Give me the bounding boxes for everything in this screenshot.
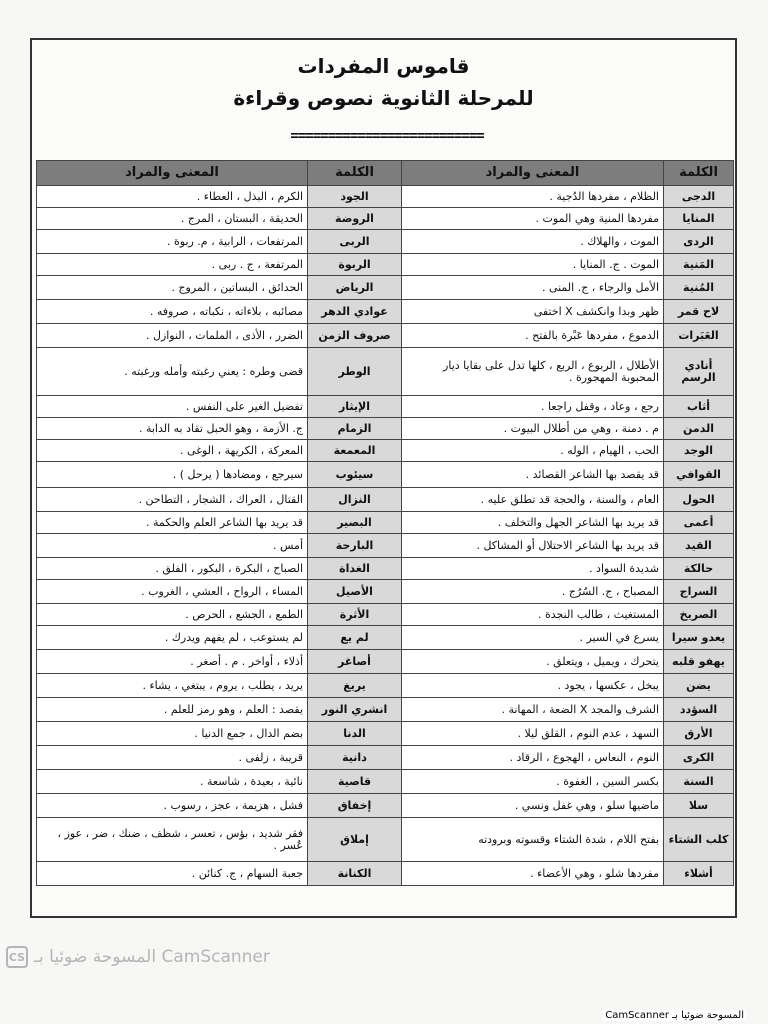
meaning-cell: الظلام ، مفردها الدُجية .	[402, 186, 664, 208]
meaning-cell: الصباح ، البكرة ، البكور ، الفلق .	[37, 558, 308, 580]
word-cell: القوافي	[664, 462, 734, 488]
meaning-cell: بضم الدال ، جمع الدنيا .	[37, 722, 308, 746]
meaning-cell: بفتح اللام ، شدة الشتاء وقسوته وبرودته	[402, 818, 664, 862]
meaning-cell: قد يقصد بها الشاعر القصائد .	[402, 462, 664, 488]
meaning-cell: رجع ، وعاد ، وقفل راجعا .	[402, 396, 664, 418]
table-row	[37, 770, 734, 794]
word-cell: المنايا	[664, 208, 734, 230]
table-row	[37, 488, 734, 512]
word-cell: الحول	[664, 488, 734, 512]
word-cell: الوطر	[308, 348, 402, 396]
meaning-cell: أمس .	[37, 534, 308, 558]
meaning-cell: أذلاء ، أواخر . م . أصغر .	[37, 650, 308, 674]
meaning-cell: ج. الأزمة ، وهو الحبل تقاد به الدابة .	[37, 418, 308, 440]
word-cell: يعدو سيرا	[664, 626, 734, 650]
meaning-cell: الموت ، والهلاك .	[402, 230, 664, 254]
word-cell: الكرى	[664, 746, 734, 770]
word-cell: قاصية	[308, 770, 402, 794]
meaning-cell: القتال ، العراك ، الشجار ، التطاحن .	[37, 488, 308, 512]
vocabulary-table	[36, 160, 734, 886]
table-row	[37, 462, 734, 488]
meaning-cell: نائية ، بعيدة ، شاسعة .	[37, 770, 308, 794]
table-row	[37, 186, 734, 208]
meaning-cell: يتحرك ، ويميل ، ويتعلق .	[402, 650, 664, 674]
meaning-cell: تفضيل الغير على النفس .	[37, 396, 308, 418]
word-cell: السراج	[664, 580, 734, 604]
word-cell: عوادي الدهر	[308, 300, 402, 324]
word-cell: يضن	[664, 674, 734, 698]
meaning-cell: الموت . ج. المنايا .	[402, 254, 664, 276]
word-cell: يهفو قلبه	[664, 650, 734, 674]
meaning-cell: الشرف والمجد X الضعة ، المهانة .	[402, 698, 664, 722]
word-cell: حالكة	[664, 558, 734, 580]
word-cell: البصير	[308, 512, 402, 534]
header-meaning-left: المعنى والمراد	[37, 161, 308, 186]
table-row	[37, 324, 734, 348]
table-row	[37, 558, 734, 580]
watermark-text: CamScanner المسوحة ضوئيا بـ	[34, 947, 270, 967]
meaning-cell: يريد ، يطلب ، يروم ، يبتغي ، يشاء .	[37, 674, 308, 698]
header-meaning-right: المعنى والمراد	[402, 161, 664, 186]
meaning-cell: شديدة السواد .	[402, 558, 664, 580]
table-row	[37, 254, 734, 276]
meaning-cell: لم يستوعب ، لم يفهم ويدرك .	[37, 626, 308, 650]
meaning-cell: الحب ، الهيام ، الوله .	[402, 440, 664, 462]
word-cell: أثاب	[664, 396, 734, 418]
word-cell: الغداة	[308, 558, 402, 580]
table-row	[37, 580, 734, 604]
table-header-row	[37, 161, 734, 186]
word-cell: السؤدد	[664, 698, 734, 722]
page-subtitle: للمرحلة الثانوية نصوص وقراءة	[233, 86, 534, 110]
word-cell: سلا	[664, 794, 734, 818]
header-word-left: الكلمة	[308, 161, 402, 186]
table-row	[37, 650, 734, 674]
table-row	[37, 626, 734, 650]
word-cell: إخفاق	[308, 794, 402, 818]
meaning-cell: الضرر ، الأذى ، الملمات ، النوازل .	[37, 324, 308, 348]
word-cell: الربى	[308, 230, 402, 254]
header-word-right: الكلمة	[664, 161, 734, 186]
meaning-cell: المصباح ، ج. السُرُج .	[402, 580, 664, 604]
table-row	[37, 698, 734, 722]
meaning-cell: قد يريد بها الشاعر الاحتلال أو المشاكل .	[402, 534, 664, 558]
meaning-cell: بكسر السين ، الغفوة .	[402, 770, 664, 794]
word-cell: الجود	[308, 186, 402, 208]
meaning-cell: الكرم ، البذل ، العطاء .	[37, 186, 308, 208]
camscanner-watermark	[6, 944, 366, 970]
word-cell: الإيثار	[308, 396, 402, 418]
table-row	[37, 604, 734, 626]
meaning-cell: مفردها المنية وهي الموت .	[402, 208, 664, 230]
word-cell: دانية	[308, 746, 402, 770]
separator-line: ==========================	[290, 128, 484, 144]
word-cell: الصريخ	[664, 604, 734, 626]
meaning-cell: فشل ، هزيمة ، عجز ، رسوب .	[37, 794, 308, 818]
meaning-cell: يبخل ، عكسها ، يجود .	[402, 674, 664, 698]
meaning-cell: المرتفعات ، الرابية ، م. ربوة .	[37, 230, 308, 254]
word-cell: البارحة	[308, 534, 402, 558]
meaning-cell: المعركة ، الكريهة ، الوغى .	[37, 440, 308, 462]
meaning-cell: المساء ، الرواح ، العشي ، الغروب .	[37, 580, 308, 604]
table-row	[37, 534, 734, 558]
word-cell: أشلاء	[664, 862, 734, 886]
word-cell: السنة	[664, 770, 734, 794]
meaning-cell: مفردها شلو ، وهي الأعضاء .	[402, 862, 664, 886]
word-cell: الدجى	[664, 186, 734, 208]
word-cell: صروف الزمن	[308, 324, 402, 348]
meaning-cell: قريبة ، زلفى .	[37, 746, 308, 770]
meaning-cell: النوم ، النعاس ، الهجوع ، الرقاد .	[402, 746, 664, 770]
word-cell: أعمى	[664, 512, 734, 534]
word-cell: الأصيل	[308, 580, 402, 604]
meaning-cell: السهد ، عدم النوم ، القلق ليلا .	[402, 722, 664, 746]
word-cell: سيئوب	[308, 462, 402, 488]
word-cell: إملاق	[308, 818, 402, 862]
meaning-cell: الأطلال ، الربوع ، الربع ، كلها تدل على بقايا ديار المحبوبة المهجورة .	[402, 348, 664, 396]
word-cell: لم يع	[308, 626, 402, 650]
camscanner-logo-icon: CS	[6, 946, 28, 968]
table-row	[37, 512, 734, 534]
table-row	[37, 230, 734, 254]
word-cell: انشري النور	[308, 698, 402, 722]
table-row	[37, 208, 734, 230]
word-cell: الربوة	[308, 254, 402, 276]
word-cell: الروضة	[308, 208, 402, 230]
meaning-cell: قد يريد بها الشاعر العلم والحكمة .	[37, 512, 308, 534]
meaning-cell: الدموع ، مفردها عَبْرة بالفتح .	[402, 324, 664, 348]
table-row	[37, 722, 734, 746]
word-cell: أنادي الرسم	[664, 348, 734, 396]
word-cell: الأثرة	[308, 604, 402, 626]
word-cell: الوجد	[664, 440, 734, 462]
meaning-cell: ماضيها سلو ، وهي غفل ونسي .	[402, 794, 664, 818]
meaning-cell: الحديقة ، البستان ، المرج .	[37, 208, 308, 230]
footer-caption: المسوحة ضوئيا بـ CamScanner	[605, 1010, 744, 1021]
meaning-cell: فقر شديد ، بؤس ، تعسر ، شظف ، ضنك ، ضر ، عوز ، عُسر .	[37, 818, 308, 862]
table-row	[37, 396, 734, 418]
table-body	[37, 186, 734, 886]
word-cell: المعمعة	[308, 440, 402, 462]
meaning-cell: سيرجع ، ومضادها ( يرحل ) .	[37, 462, 308, 488]
document-sheet	[30, 38, 737, 918]
meaning-cell: ظهر وبدا وانكشف X اختفى	[402, 300, 664, 324]
table-row	[37, 276, 734, 300]
word-cell: الردى	[664, 230, 734, 254]
word-cell: يريغ	[308, 674, 402, 698]
table-row	[37, 862, 734, 886]
table-row	[37, 440, 734, 462]
word-cell: الزمام	[308, 418, 402, 440]
meaning-cell: م . دمنة ، وهي من أطلال البيوت .	[402, 418, 664, 440]
meaning-cell: مصائبه ، بلاءاته ، نكباته ، صروفه .	[37, 300, 308, 324]
word-cell: أصاغر	[308, 650, 402, 674]
word-cell: كلب الشتاء	[664, 818, 734, 862]
table-row	[37, 418, 734, 440]
word-cell: المُنية	[664, 276, 734, 300]
table-row	[37, 818, 734, 862]
table-row	[37, 348, 734, 396]
meaning-cell: الحدائق ، البساتين ، المروج .	[37, 276, 308, 300]
word-cell: الدنا	[308, 722, 402, 746]
meaning-cell: المستغيث ، طالب النجدة .	[402, 604, 664, 626]
table-row	[37, 746, 734, 770]
meaning-cell: جعبة السهام ، ج. كنائن .	[37, 862, 308, 886]
meaning-cell: يقصد : العلم ، وهو رمز للعلم .	[37, 698, 308, 722]
word-cell: النزال	[308, 488, 402, 512]
word-cell: العَبَرات	[664, 324, 734, 348]
table-row	[37, 674, 734, 698]
meaning-cell: الطمع ، الجشع ، الحرص .	[37, 604, 308, 626]
word-cell: المَنية	[664, 254, 734, 276]
word-cell: لاح قمر	[664, 300, 734, 324]
word-cell: القيد	[664, 534, 734, 558]
meaning-cell: يسرع في السير .	[402, 626, 664, 650]
word-cell: الدمن	[664, 418, 734, 440]
word-cell: الكنانة	[308, 862, 402, 886]
word-cell: الأرق	[664, 722, 734, 746]
meaning-cell: قد يريد بها الشاعر الجهل والتخلف .	[402, 512, 664, 534]
meaning-cell: العام ، والسنة ، والحجة قد تطلق عليه .	[402, 488, 664, 512]
meaning-cell: قضى وطره : يعني رغبته وأمله ورغبته .	[37, 348, 308, 396]
table-row	[37, 300, 734, 324]
page-title: قاموس المفردات	[297, 54, 470, 78]
meaning-cell: الأمل والرجاء ، ج. المنى .	[402, 276, 664, 300]
table-row	[37, 794, 734, 818]
word-cell: الرياض	[308, 276, 402, 300]
meaning-cell: المرتفعة ، ج . ربى .	[37, 254, 308, 276]
